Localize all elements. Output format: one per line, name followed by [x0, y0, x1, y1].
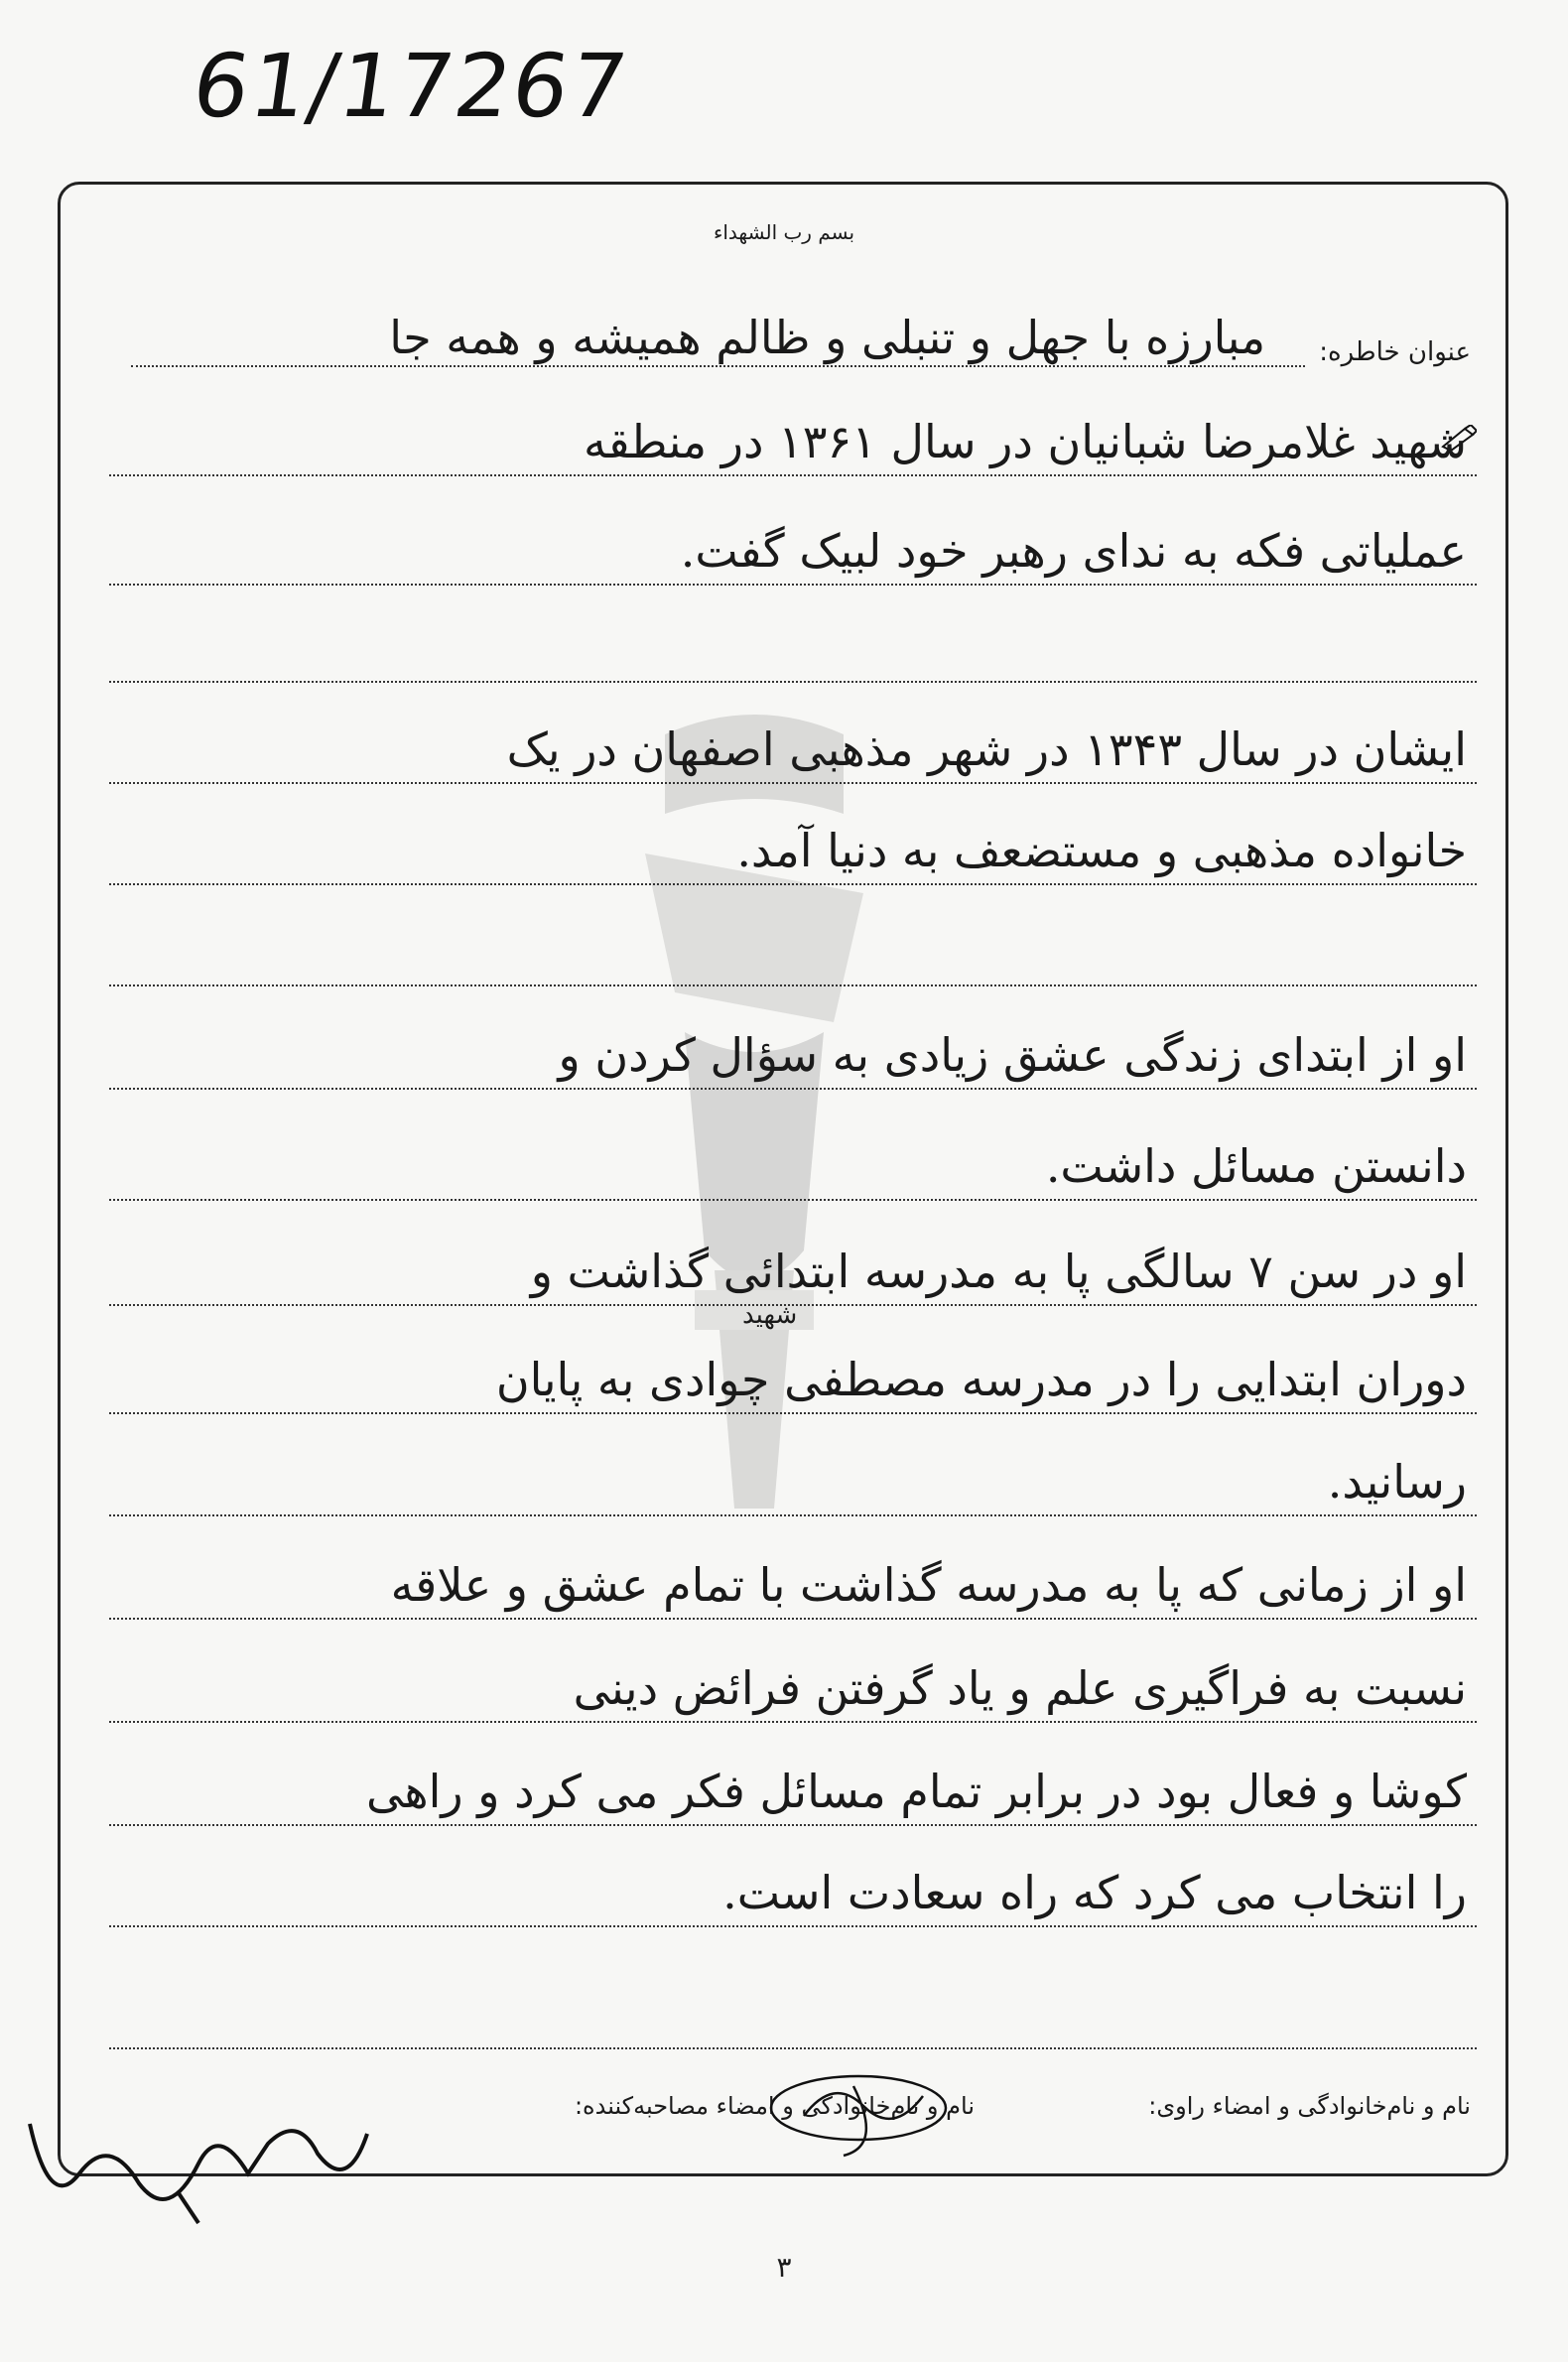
- body-line: رسانید.: [109, 1447, 1477, 1516]
- body-line: او از ابتدای زندگی عشق زیادی به سؤال کردن و: [109, 1020, 1477, 1090]
- body-line: [109, 613, 1477, 683]
- body-line: کوشا و فعال بود در برابر تمام مسائل فکر می کرد و راهی: [109, 1757, 1477, 1826]
- body-line: خانواده مذهبی و مستضعف به دنیا آمد.: [109, 816, 1477, 885]
- signature-narrator: [764, 2056, 963, 2165]
- body-line: نسبت به فراگیری علم و یاد گرفتن فرائض دینی: [109, 1653, 1477, 1723]
- interviewer-label: نام و نام‌خانوادگی و امضاء مصاحبه‌کننده:: [574, 2092, 976, 2120]
- title-label: عنوان خاطره:: [1319, 337, 1471, 367]
- body-line: شهید غلامرضا شبانیان در سال ۱۳۶۱ در منطقه: [109, 407, 1477, 476]
- body-line: را انتخاب می کرد که راه سعادت است.: [109, 1858, 1477, 1927]
- body-line: عملیاتی فکه به ندای رهبر خود لبیک گفت.: [109, 516, 1477, 586]
- body-line: [109, 1980, 1477, 2049]
- title-row: [131, 308, 1471, 367]
- body-line: [109, 917, 1477, 986]
- narrator-label: نام و نام‌خانوادگی و امضاء راوی:: [1148, 2092, 1471, 2120]
- basmala-heading: بسم رب الشهداء: [713, 220, 855, 244]
- inserted-word: شهید: [742, 1300, 798, 1330]
- body-line: او در سن ۷ سالگی پا به مدرسه ابتدائی گذاشت و: [109, 1237, 1477, 1306]
- signature-interviewer: [20, 2094, 377, 2233]
- title-value: مبارزه با جهل و تنبلی و ظالم همیشه و همه جا: [131, 310, 1305, 367]
- archive-number: 61/17267: [186, 35, 635, 137]
- body-line: او از زمانی که پا به مدرسه گذاشت با تمام عشق و علاقه: [109, 1550, 1477, 1620]
- body-line: دوران ابتدایی را در مدرسه مصطفی چوادی به پایان: [109, 1345, 1477, 1414]
- body-line: ایشان در سال ۱۳۴۳ در شهر مذهبی اصفهان در یک: [109, 715, 1477, 784]
- page-number: ۳: [776, 2251, 792, 2284]
- body-line: دانستن مسائل داشت.: [109, 1131, 1477, 1201]
